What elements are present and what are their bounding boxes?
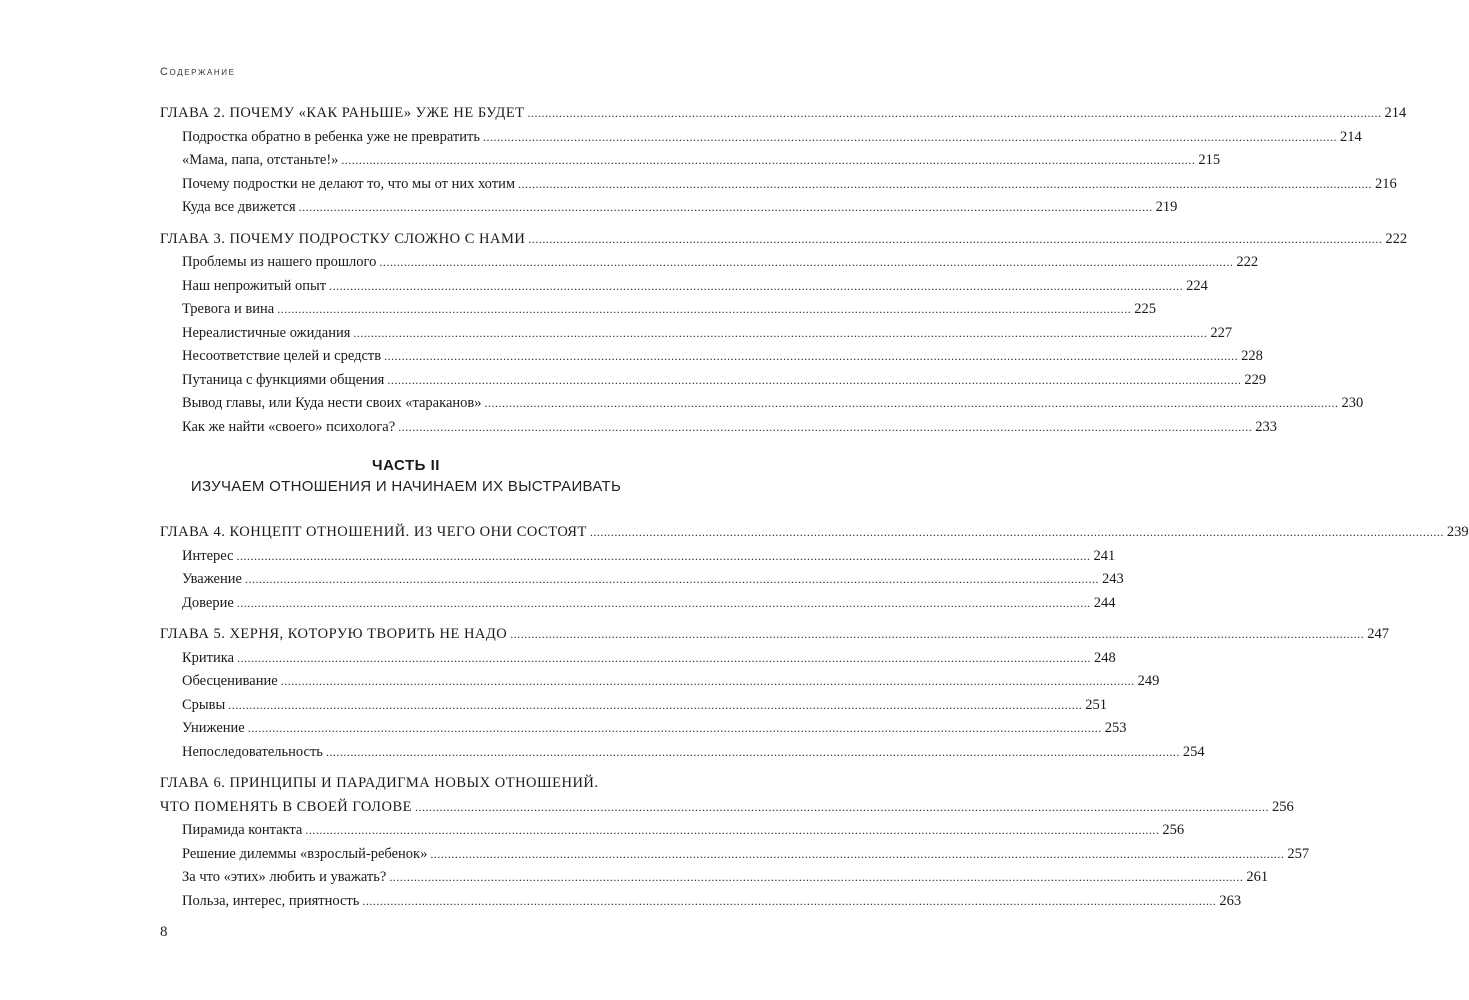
page-number: 230 xyxy=(1341,395,1364,411)
section-title: Тревога и вина xyxy=(182,301,275,317)
toc-section xyxy=(160,592,1116,616)
chapter-title: ГЛАВА 2. ПОЧЕМУ «КАК РАНЬШЕ» УЖЕ НЕ БУДЕТ xyxy=(160,105,525,121)
dot-leader: .................................................................................................................................................................................................................................................... xyxy=(484,396,1339,410)
page-number: 254 xyxy=(1182,743,1205,760)
section-title: Пирамида контакта xyxy=(182,822,303,838)
page-number: 253 xyxy=(1104,720,1127,736)
page-number: 222 xyxy=(1385,230,1408,247)
section-title: «Мама, папа, отстаньте!» xyxy=(182,152,339,168)
page-number: 224 xyxy=(1186,277,1208,294)
section-title: Как же найти «своего» психолога? xyxy=(182,418,396,435)
toc-chapter-6 xyxy=(160,796,1294,820)
dot-leader: .................................................................................................................................................................................................................................................... xyxy=(325,744,1180,759)
dot-leader: .................................................................................................................................................................................................................................................... xyxy=(228,697,1083,712)
dot-leader: .................................................................................................................................................................................................................................................... xyxy=(389,870,1244,884)
dot-leader: .................................................................................................................................................................................................................................................... xyxy=(362,893,1217,908)
dot-leader: .................................................................................................................................................................................................................................................... xyxy=(589,525,1444,539)
page-number: 257 xyxy=(1287,845,1310,862)
toc-section xyxy=(160,819,1185,843)
section-title: Обесценивание xyxy=(182,673,278,689)
toc-section xyxy=(160,196,1178,220)
section-title: Критика xyxy=(182,649,235,666)
section-title: Наш непрожитый опыт xyxy=(182,277,327,294)
toc-section xyxy=(160,717,1127,741)
page-number: 225 xyxy=(1134,301,1156,317)
toc-section xyxy=(160,670,1160,694)
toc-section xyxy=(160,345,1263,369)
page-number: 256 xyxy=(1162,822,1185,838)
part-title: ИЗУЧАЕМ ОТНОШЕНИЯ И НАЧИНАЕМ ИХ ВЫСТРАИВАТЬ xyxy=(190,478,622,495)
dot-leader: .................................................................................................................................................................................................................................................... xyxy=(353,325,1208,340)
page-folio: 8 xyxy=(160,924,168,940)
page-number: 227 xyxy=(1210,324,1233,341)
dot-leader: .................................................................................................................................................................................................................................................... xyxy=(387,372,1242,387)
section-title: Унижение xyxy=(182,720,245,736)
dot-leader: .................................................................................................................................................................................................................................................... xyxy=(277,302,1132,316)
page-number: 263 xyxy=(1219,892,1242,909)
section-title: Интерес xyxy=(182,547,234,564)
page-number: 256 xyxy=(1272,798,1294,815)
part-heading xyxy=(160,456,652,498)
toc-section xyxy=(160,890,1242,914)
chapter-title: ГЛАВА 5. ХЕРНЯ, КОТОРУЮ ТВОРИТЬ НЕ НАДО xyxy=(160,626,508,642)
toc-section xyxy=(160,298,1156,322)
dot-leader: .................................................................................................................................................................................................................................................... xyxy=(236,548,1091,563)
page-number: 229 xyxy=(1244,371,1267,388)
page-number: 216 xyxy=(1375,175,1397,192)
dot-leader: .................................................................................................................................................................................................................................................... xyxy=(482,129,1337,144)
part-number: ЧАСТЬ II xyxy=(372,457,440,474)
section-title: Срывы xyxy=(182,696,226,713)
chapter-title: ЧТО ПОМЕНЯТЬ В СВОЕЙ ГОЛОВЕ xyxy=(160,798,412,815)
dot-leader: .................................................................................................................................................................................................................................................... xyxy=(379,255,1234,269)
page-number: 248 xyxy=(1094,649,1116,666)
chapter-title-line-1: ГЛАВА 6. ПРИНЦИПЫ И ПАРАДИГМА НОВЫХ ОТНОШЕНИЙ. xyxy=(160,775,599,791)
section-title: Непоследовательность xyxy=(182,743,323,760)
toc-section xyxy=(160,322,1233,346)
section-title: Путаница с функциями общения xyxy=(182,371,385,388)
dot-leader: .................................................................................................................................................................................................................................................... xyxy=(244,572,1099,586)
section-title: Вывод главы, или Куда нести своих «тараканов» xyxy=(182,395,482,411)
running-head: Содержание xyxy=(160,66,236,78)
section-title: Несоответствие целей и средств xyxy=(182,348,382,364)
toc-section xyxy=(160,369,1267,393)
chapter-title: ГЛАВА 3. ПОЧЕМУ ПОДРОСТКУ СЛОЖНО С НАМИ xyxy=(160,230,526,247)
section-title: Доверие xyxy=(182,594,234,611)
page-number: 214 xyxy=(1339,128,1362,145)
toc-section xyxy=(160,545,1116,569)
dot-leader: .................................................................................................................................................................................................................................................... xyxy=(430,846,1285,861)
section-title: Польза, интерес, приятность xyxy=(182,892,360,909)
page-number: 251 xyxy=(1085,696,1108,713)
dot-leader: .................................................................................................................................................................................................................................................... xyxy=(305,823,1160,837)
toc-chapter-4 xyxy=(160,521,1469,545)
toc-section xyxy=(160,126,1362,150)
dot-leader: .................................................................................................................................................................................................................................................... xyxy=(518,176,1373,191)
section-title: Нереалистичные ожидания xyxy=(182,324,351,341)
page-number: 219 xyxy=(1155,199,1178,215)
dot-leader: .................................................................................................................................................................................................................................................... xyxy=(528,231,1383,246)
section-title: Куда все движется xyxy=(182,199,296,215)
section-title: Уважение xyxy=(182,571,242,587)
dot-leader: .................................................................................................................................................................................................................................................... xyxy=(398,419,1253,434)
dot-leader: .................................................................................................................................................................................................................................................... xyxy=(415,799,1269,814)
toc-section xyxy=(160,568,1124,592)
toc-section xyxy=(160,647,1116,671)
page-number: 215 xyxy=(1198,152,1221,168)
toc-chapter-2 xyxy=(160,102,1407,126)
section-title: За что «этих» любить и уважать? xyxy=(182,869,387,885)
toc-section xyxy=(160,149,1221,173)
page-number: 233 xyxy=(1255,418,1277,435)
page-number: 244 xyxy=(1093,594,1116,611)
section-title: Почему подростки не делают то, что мы от них хотим xyxy=(182,175,516,192)
page-number: 241 xyxy=(1093,547,1116,564)
toc-section xyxy=(160,843,1310,867)
dot-leader: .................................................................................................................................................................................................................................................... xyxy=(236,595,1091,610)
section-title: Решение дилеммы «взрослый-ребенок» xyxy=(182,845,428,862)
page-number: 261 xyxy=(1246,869,1269,885)
page-number: 239 xyxy=(1446,524,1469,540)
toc-section xyxy=(160,251,1259,275)
toc-section xyxy=(160,741,1205,765)
toc-section xyxy=(160,866,1269,890)
chapter-title: ГЛАВА 4. КОНЦЕПТ ОТНОШЕНИЙ. ИЗ ЧЕГО ОНИ СОСТОЯТ xyxy=(160,524,587,540)
toc-section xyxy=(160,416,1277,440)
toc-chapter-5 xyxy=(160,623,1390,647)
toc-section xyxy=(160,392,1364,416)
page-number: 222 xyxy=(1236,254,1259,270)
page-number: 243 xyxy=(1101,571,1124,587)
section-title: Подростка обратно в ребенка уже не превратить xyxy=(182,128,480,145)
page-number: 214 xyxy=(1384,105,1407,121)
table-of-contents xyxy=(160,102,1469,913)
page-number: 228 xyxy=(1241,348,1263,364)
toc-chapter-3 xyxy=(160,228,1408,252)
toc-section xyxy=(160,275,1208,299)
toc-section xyxy=(160,173,1397,197)
dot-leader: .................................................................................................................................................................................................................................................... xyxy=(237,650,1092,665)
toc-section xyxy=(160,694,1108,718)
dot-leader: .................................................................................................................................................................................................................................................... xyxy=(280,674,1135,688)
dot-leader: .................................................................................................................................................................................................................................................... xyxy=(298,200,1153,214)
page-number: 249 xyxy=(1137,673,1160,689)
dot-leader: .................................................................................................................................................................................................................................................... xyxy=(247,721,1102,735)
dot-leader: .................................................................................................................................................................................................................................................... xyxy=(384,349,1239,363)
dot-leader: .................................................................................................................................................................................................................................................... xyxy=(527,106,1382,120)
dot-leader: .................................................................................................................................................................................................................................................... xyxy=(510,627,1365,641)
section-title: Проблемы из нашего прошлого xyxy=(182,254,377,270)
dot-leader: .................................................................................................................................................................................................................................................... xyxy=(341,153,1196,167)
dot-leader: .................................................................................................................................................................................................................................................... xyxy=(329,278,1184,293)
page-number: 247 xyxy=(1367,626,1390,642)
